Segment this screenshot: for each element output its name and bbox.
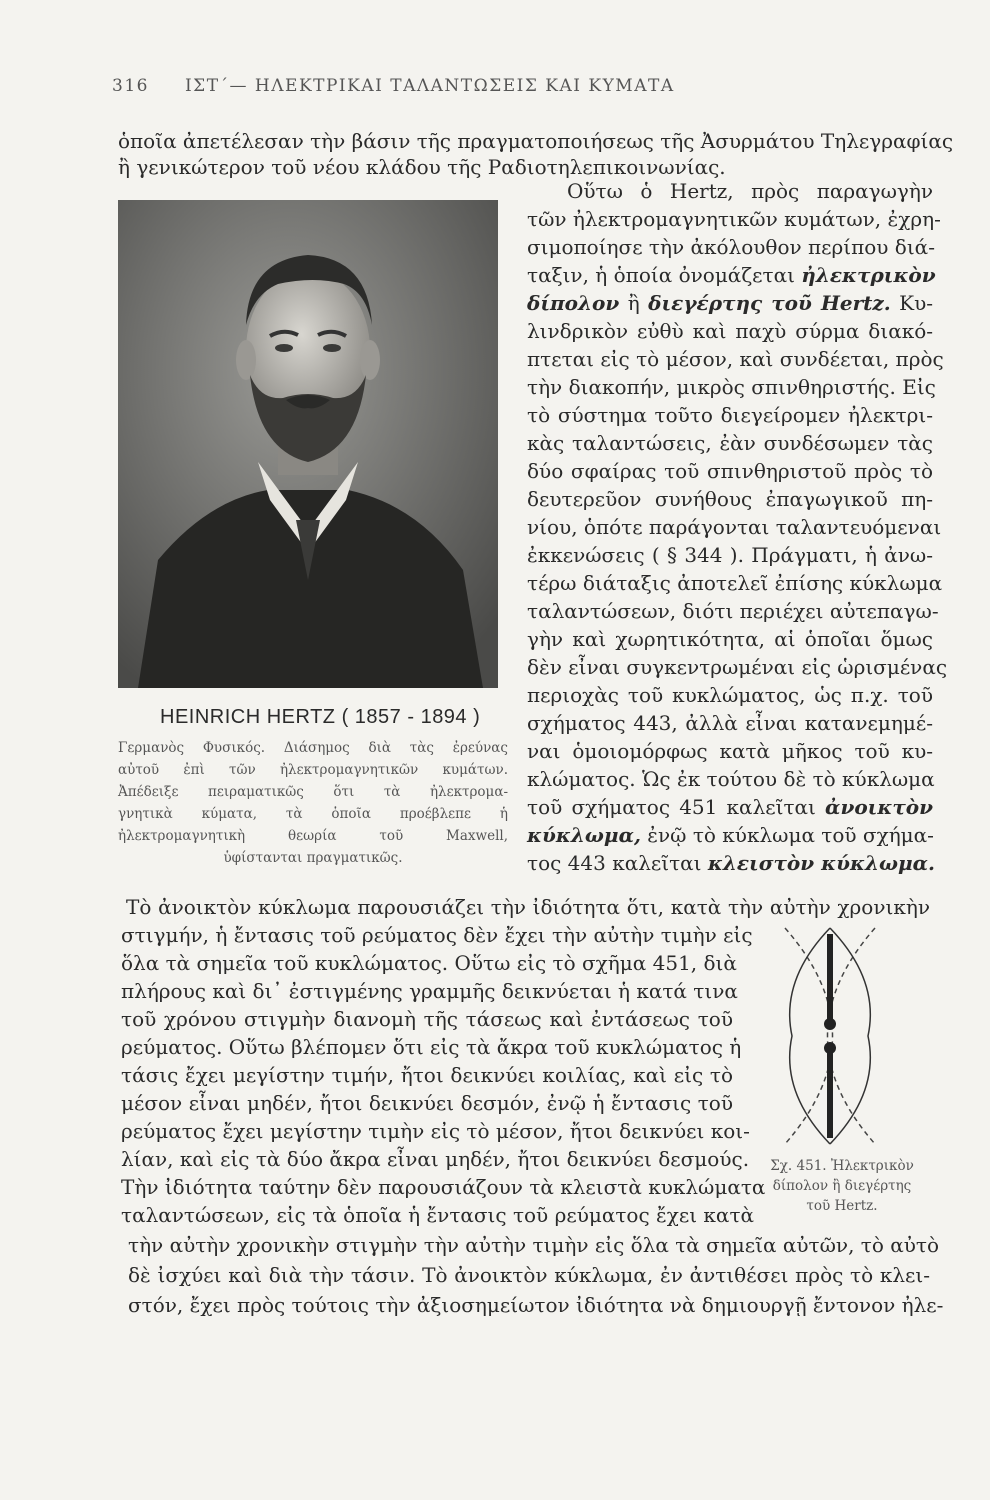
column-text: ταξιν, ἡ ὁποία ὀνομάζεται xyxy=(527,263,802,287)
portrait-illustration xyxy=(118,200,498,688)
column-line: σχήματος 443, ἀλλὰ εἶναι κατανεμημέ- xyxy=(527,711,933,735)
body-line: ρεύματος ἔχει μεγίστην τιμὴν εἰς τὸ μέσον, ἤτοι δεικνύει κοι- xyxy=(121,1119,750,1143)
column-line: δύο σφαίρας τοῦ σπινθηριστοῦ πρὸς τὸ xyxy=(527,459,933,483)
term-hertz-oscillator: διεγέρτης τοῦ Hertz. xyxy=(648,291,891,315)
column-line xyxy=(527,822,933,848)
body-line: στιγμήν, ἡ ἔντασις τοῦ ρεύματος δὲν ἔχει τὴν αὐτὴν τιμὴν εἰς xyxy=(121,923,753,947)
portrait-caption-line: γνητικὰ κύματα, τὰ ὁποῖα προέβλεπε ἡ xyxy=(118,806,508,822)
term-closed-circuit: κλειστὸν κύκλωμα. xyxy=(707,851,936,875)
column-text: ἢ xyxy=(619,291,649,315)
column-line: δὲν εἶναι συγκεντρωμέναι εἰς ὡρισμένας xyxy=(527,655,948,679)
figure-caption-line: τοῦ Hertz. xyxy=(806,1198,878,1214)
portrait-caption-line: αὐτοῦ ἐπὶ τῶν ἠλεκτρομαγνητικῶν κυμάτων. xyxy=(118,762,508,778)
column-line: δευτερεῦον συνήθους ἐπαγωγικοῦ πη- xyxy=(527,487,933,511)
spark-ball-lower xyxy=(824,1042,836,1054)
column-text: τος 443 καλεῖται xyxy=(527,851,708,875)
column-line: περιοχὰς τοῦ κυκλώματος, ὡς π.χ. τοῦ xyxy=(527,683,933,707)
column-line: πτεται εἰς τὸ μέσον, καὶ συνδέεται, πρὸς xyxy=(527,347,944,371)
body-line: ὅλα τὰ σημεῖα τοῦ κυκλώματος. Οὕτω εἰς τὸ σχῆμα 451, διὰ xyxy=(121,951,737,975)
intro-line: ὁποῖα ἀπετέλεσαν τὴν βάσιν τῆς πραγματοποιήσεως τῆς Ἀσυρμάτου Τηλεγραφίας xyxy=(118,129,954,153)
column-line: σιμοποίησε τὴν ἀκόλουθον περίπου διά- xyxy=(527,235,935,259)
body-line: ταλαντώσεων, εἰς τὰ ὁποῖα ἡ ἔντασις τοῦ ρεύματος ἔχει κατὰ xyxy=(121,1203,755,1227)
column-line: τῶν ἠλεκτρομαγνητικῶν κυμάτων, ἐχρη- xyxy=(527,207,941,231)
column-line: νίου, ὁπότε παράγονται ταλαντευόμεναι xyxy=(527,515,942,539)
column-line: κλώματος. Ὡς ἐκ τούτου δὲ τὸ κύκλωμα xyxy=(527,767,935,791)
body-line: πλήρους καὶ δι᾽ ἐστιγμένης γραμμῆς δεικνύεται ἡ κατά τινα xyxy=(121,979,738,1003)
column-line: γὴν καὶ χωρητικότητα, αἱ ὁποῖαι ὅμως xyxy=(527,627,933,651)
column-line xyxy=(527,262,936,288)
column-text: ἐνῷ τὸ κύκλωμα τοῦ σχήμα- xyxy=(640,823,934,847)
spark-ball-upper xyxy=(824,1018,836,1030)
term-electric-dipole: ἠλεκτρικὸν xyxy=(801,263,936,287)
column-line: ἐκκενώσεις ( § 344 ). Πράγματι, ἡ ἀνω- xyxy=(527,543,933,567)
body-line: Τὴν ἰδιότητα ταύτην δὲν παρουσιάζουν τὰ κλειστὰ κυκλώματα xyxy=(121,1175,766,1199)
term-circuit: κύκλωμα, xyxy=(527,823,641,847)
body-line: ρεύματος. Οὕτω βλέπομεν ὅτι εἰς τὰ ἄκρα τοῦ κυκλώματος ἡ xyxy=(121,1035,742,1059)
running-header xyxy=(112,76,752,96)
column-line: Οὕτω ὁ Hertz, πρὸς παραγωγὴν xyxy=(567,179,933,203)
column-line: λινδρικὸν εὐθὺ καὶ παχὺ σύρμα διακό- xyxy=(527,319,933,343)
column-line: τὴν διακοπήν, μικρὸς σπινθηριστής. Εἰς xyxy=(527,375,936,399)
body-line: στόν, ἔχει πρὸς τούτοις τὴν ἀξιοσημείωτον ἰδιότητα νὰ δημιουργῇ ἔντονον ἠλε- xyxy=(128,1293,944,1317)
column-line xyxy=(527,290,933,316)
term-open-circuit: ἀνοικτὸν xyxy=(825,795,933,819)
portrait-photo xyxy=(118,200,498,688)
portrait-caption-line: ἠλεκτρομαγνητικὴ θεωρία τοῦ Maxwell, xyxy=(118,828,508,844)
column-line xyxy=(527,850,936,876)
running-title: ΙΣΤ΄— ΗΛΕΚΤΡΙΚΑΙ ΤΑΛΑΝΤΩΣΕΙΣ ΚΑΙ ΚΥΜΑΤΑ xyxy=(184,76,675,96)
figure-caption-line: δίπολον ἢ διεγέρτης xyxy=(772,1178,912,1194)
term-dipole: δίπολον xyxy=(527,291,620,315)
portrait-caption-line: Γερμανὸς Φυσικός. Διάσημος διὰ τὰς ἐρεύνας xyxy=(118,740,508,756)
column-line: τὸ σύστημα τοῦτο διεγείρομεν ἠλεκτρι- xyxy=(527,403,933,427)
body-line: τοῦ χρόνου στιγμὴν διανομὴ τῆς τάσεως καὶ ἐντάσεως τοῦ xyxy=(121,1007,733,1031)
body-line: δὲ ἰσχύει καὶ διὰ τὴν τάσιν. Τὸ ἀνοικτὸν κύκλωμα, ἐν ἀντιθέσει πρὸς τὸ κλει- xyxy=(128,1263,930,1287)
dipole-rod-lower xyxy=(827,1052,833,1138)
column-line: τέρω διάταξις ἀποτελεῖ ἐπίσης κύκλωμα xyxy=(527,571,943,595)
column-line: ναι ὁμοιομόρφως κατὰ μῆκος τοῦ κυ- xyxy=(527,739,933,763)
figure-caption-line: Σχ. 451. Ἠλεκτρικὸν xyxy=(770,1158,914,1174)
column-line: κὰς ταλαντώσεις, ἐὰν συνδέσωμεν τὰς xyxy=(527,431,933,455)
body-line: λίαν, καὶ εἰς τὰ δύο ἄκρα εἶναι μηδέν, ἤτοι δεικνύει δεσμούς. xyxy=(121,1147,750,1171)
column-text: Κυ- xyxy=(890,291,933,315)
intro-line: ἢ γενικώτερον τοῦ νέου κλάδου τῆς Ραδιοτηλεπικοινωνίας. xyxy=(118,155,726,179)
portrait-title: HEINRICH HERTZ ( 1857 - 1894 ) xyxy=(160,706,481,728)
body-line: τὴν αὐτὴν χρονικὴν στιγμὴν τὴν αὐτὴν τιμὴν εἰς ὅλα τὰ σημεῖα αὐτῶν, τὸ αὐτὸ xyxy=(128,1233,940,1257)
portrait-caption-line: ὑφίστανται πραγματικῶς. xyxy=(223,850,403,866)
column-text: τοῦ σχήματος 451 καλεῖται xyxy=(527,795,826,819)
body-line: τάσις ἔχει μεγίστην τιμήν, ἤτοι δεικνύει κοιλίας, καὶ εἰς τὸ xyxy=(121,1063,733,1087)
portrait-caption-line: Ἀπέδειξε πειραματικῶς ὅτι τὰ ἠλεκτρομα- xyxy=(118,784,508,800)
body-line: Τὸ ἀνοικτὸν κύκλωμα παρουσιάζει τὴν ἰδιότητα ὅτι, κατὰ τὴν αὐτὴν χρονικὴν xyxy=(126,895,930,919)
hertz-dipole-figure xyxy=(770,920,890,1152)
body-line: μέσον εἶναι μηδέν, ἤτοι δεικνύει δεσμόν, ἐνῷ ἡ ἔντασις τοῦ xyxy=(121,1091,733,1115)
page-number: 316 xyxy=(112,76,149,96)
dipole-rod-upper xyxy=(827,934,833,1020)
column-line: ταλαντώσεων, διότι περιέχει αὐτεπαγω- xyxy=(527,599,939,623)
column-line xyxy=(527,794,933,820)
